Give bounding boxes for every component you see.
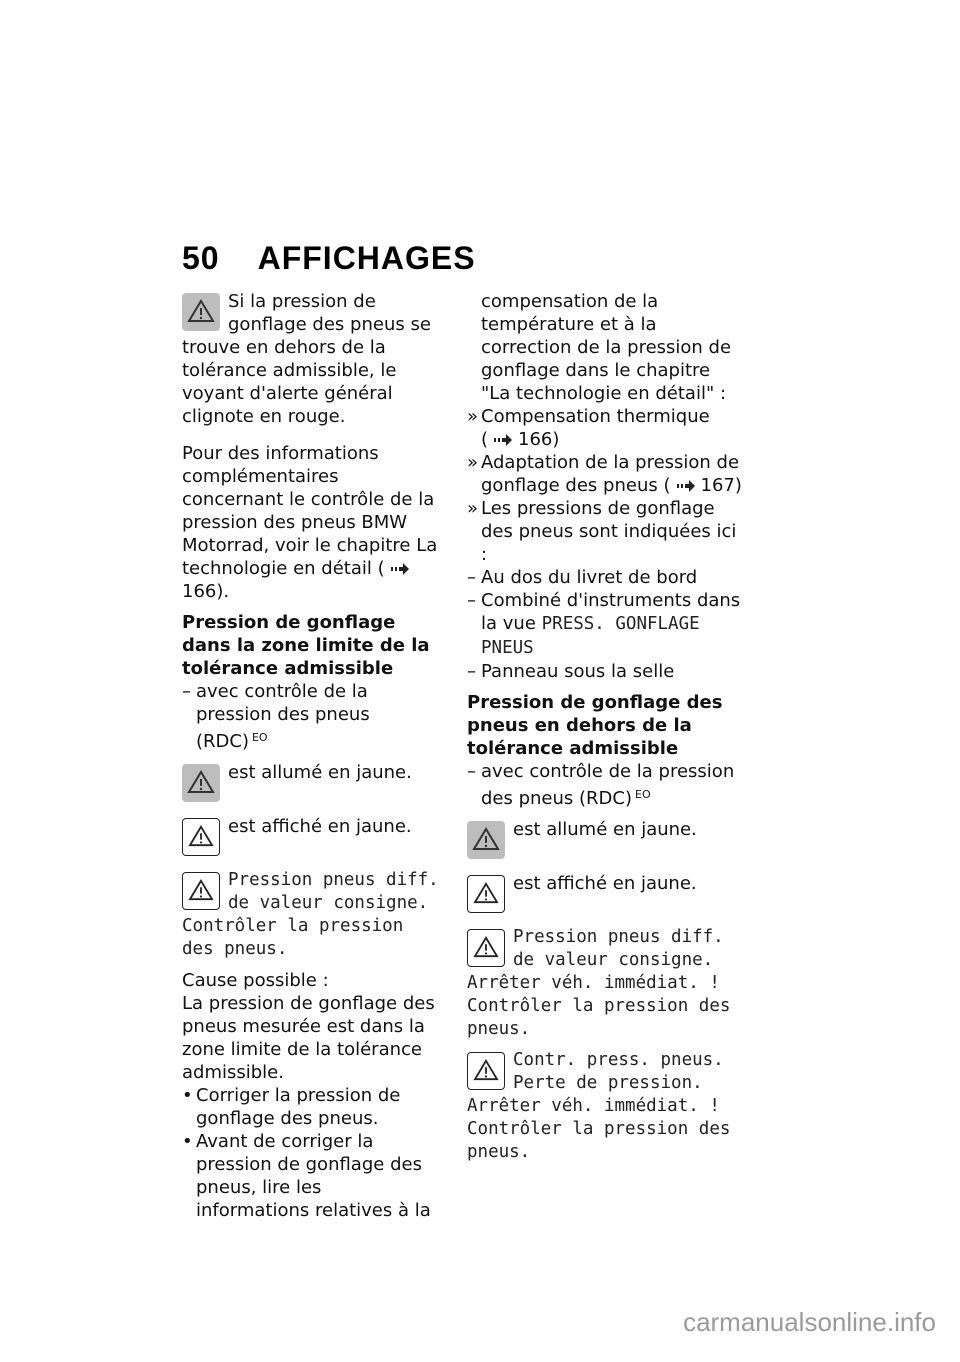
list-item: – Panneau sous la selle [467, 661, 675, 682]
display-text: est affiché en jaune. [228, 816, 412, 837]
cause-label: Cause possible : [182, 970, 329, 991]
lamp-yellow-line [467, 818, 743, 864]
watermark: carmanualsonline.info [683, 1307, 936, 1337]
warning-triangle-gray-icon [182, 764, 220, 802]
lamp-text: est allumé en jaune. [513, 819, 697, 840]
list-item: » Compensation thermique ( 166) [467, 406, 710, 450]
lamp-text: est allumé en jaune. [228, 762, 412, 783]
lamp-yellow-line [182, 761, 440, 807]
warning-triangle-outline-icon [467, 1052, 505, 1090]
list-item: • Avant de corriger la pression de gonflage des pneus, lire les informations relatives à la [182, 1131, 431, 1221]
display-message-block [467, 926, 743, 1041]
continuation-text: compensation de la température et à la correction de la pression de gonflage dans le chapitre "La technologie en détail" : [481, 291, 732, 404]
page-title: AFFICHAGES [257, 240, 476, 276]
warning-triangle-gray-icon [467, 821, 505, 859]
page-reference-arrow-icon [494, 434, 512, 446]
cause-text: La pression de gonflage des pneus mesurée est dans la zone limite de la tolérance admissible. [182, 993, 435, 1083]
display-message: Pression pneus diff. de valeur consigne. Arrêter véh. immédiat. ! Contrôler la pression des pneus. [467, 927, 731, 1039]
list-item: • Corriger la pression de gonflage des pneus. [182, 1085, 401, 1129]
display-message-block [467, 1049, 743, 1164]
page-number: 50 [182, 240, 220, 276]
display-message: Contr. press. pneus. Perte de pression. Arrêter véh. immédiat. ! Contrôler la pression des pneus. [467, 1050, 731, 1162]
display-text: est affiché en jaune. [513, 873, 697, 894]
list-item: – Combiné d'instruments dans la vue PRESS. GONFLAGE PNEUS [467, 590, 741, 658]
list-item: » Les pressions de gonflage des pneus sont indiquées ici : [467, 498, 737, 565]
display-message-block [182, 869, 440, 961]
page-reference-arrow-icon [677, 480, 695, 492]
left-column [182, 290, 440, 1222]
page-reference-arrow-icon [391, 563, 409, 575]
section-heading-limit: Pression de gonflage dans la zone limite de la tolérance admissible [182, 612, 430, 679]
condition-rdc: – avec contrôle de la pression des pneus (RDC) $^{EO}$ [467, 761, 735, 809]
condition-rdc: – avec contrôle de la pression des pneus (RDC) $^{EO}$ [182, 681, 370, 752]
info-page-ref: 166). [182, 581, 230, 602]
warning-triangle-outline-icon [467, 929, 505, 967]
display-message: Pression pneus diff. de valeur consigne. Contrôler la pression des pneus. [182, 870, 439, 959]
display-yellow-line [467, 872, 743, 918]
right-column [467, 290, 743, 1164]
intro-text: Si la pression de gonflage des pneus se trouve en dehors de la tolérance admissible, le voyant d'alerte général clignote en rouge. [182, 291, 431, 427]
warning-triangle-outline-icon [182, 872, 220, 910]
display-yellow-line [182, 815, 440, 861]
warning-triangle-outline-icon [182, 818, 220, 856]
section-heading-outside: Pression de gonflage des pneus en dehors de la tolérance admissible [467, 692, 723, 759]
info-paragraph: Pour des informations complémentaires concernant le contrôle de la pression des pneus BMW Motorrad, voir le chapitre La technologie en détail (166). [182, 443, 438, 602]
list-item: – Au dos du livret de bord [467, 567, 698, 588]
page-header [182, 240, 476, 277]
warning-triangle-gray-icon [182, 293, 220, 331]
warning-triangle-outline-icon [467, 875, 505, 913]
list-item: » Adaptation de la pression de gonflage des pneus ( 167) [467, 452, 742, 496]
intro-block [182, 290, 440, 428]
